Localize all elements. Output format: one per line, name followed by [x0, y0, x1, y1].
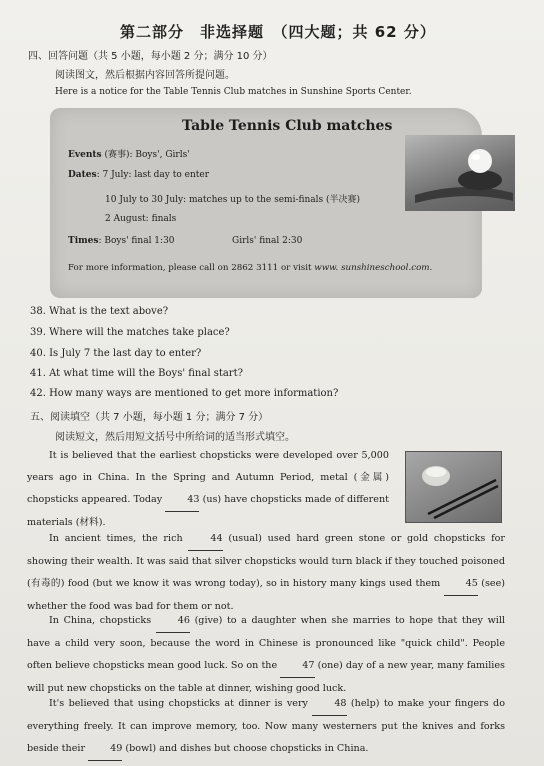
- notice-more-info: [68, 263, 432, 273]
- p3-text-b: (give) to a daughter when she marries to hope that they will have a child very soon, because the word in Chinese is pronounced like "quick child". People often believe chopsticks mean good luck. So on the: [27, 615, 505, 671]
- events-label: Events: [68, 150, 102, 160]
- more-info-text: For more information, please call on 2862 3111 or visit: [68, 263, 312, 273]
- section4-instruction: 阅读图文，然后根据内容回答所提问题。: [55, 70, 235, 81]
- p4-text-c: (bowl) and dishes but choose chopsticks in China.: [125, 743, 369, 754]
- p3-text-c: (one) day of a new year, many families will put new chopsticks on the table at dinner, wishing good luck.: [27, 660, 505, 694]
- question-39: 39. Where will the matches take place?: [30, 327, 230, 338]
- section5-instruction: 阅读短文，然后用短文括号中所给词的适当形式填空。: [55, 432, 295, 443]
- events-cn: (赛事): [104, 150, 130, 160]
- dates-line2: 10 July to 30 July: matches up to the semi-finals (半决赛): [105, 195, 361, 205]
- paddle-ball-icon: [405, 135, 515, 211]
- section5-heading: 五、阅读填空（共 7 小题，每小题 1 分；满分 7 分）: [30, 412, 269, 423]
- p1-text-a: It is believed that the earliest chopsticks were developed over 5,000 years ago in China. In the Spring and Autumn Period, metal (金属) chopsticks appeared. Today: [27, 450, 389, 505]
- times-girls: Girls' final 2:30: [232, 236, 303, 246]
- p4-text-a: It's believed that using chopsticks at dinner is very: [49, 698, 308, 709]
- part-title: 第二部分 非选择题 （四大题；共 62 分）: [120, 23, 436, 41]
- question-40: 40. Is July 7 the last day to enter?: [30, 348, 202, 359]
- blank-45[interactable]: 45: [444, 573, 478, 596]
- notice-times: [68, 236, 175, 246]
- blank-49[interactable]: 49: [88, 738, 122, 761]
- website-link: www. sunshineschool.com.: [314, 263, 433, 273]
- times-label: Times: [68, 236, 99, 246]
- question-41: 41. At what time will the Boys' final start?: [30, 368, 243, 379]
- notice-title: Table Tennis Club matches: [182, 118, 393, 134]
- section4-heading: 四、回答问题（共 5 小题，每小题 2 分；满分 10 分）: [28, 51, 273, 62]
- p2-text-b: (usual) used hard green stone or gold chopsticks for showing their wealth. It was said that silver chopsticks would turn black if they touched poisoned (有毒的) food (but we know it was wrong today), so in history many kings used them: [27, 533, 505, 589]
- p4-text-b: (help) to make your fingers do everything freely. It can improve memory, too. Now many westerners put the knives and forks beside their: [27, 698, 505, 754]
- notice-events: [68, 147, 190, 160]
- dates-line1: : 7 July: last day to enter: [96, 170, 210, 180]
- passage-paragraph-3: [27, 610, 505, 700]
- times-boys: : Boys' final 1:30: [98, 236, 175, 246]
- notice-dates: [68, 170, 209, 180]
- passage-paragraph-4: [27, 693, 505, 761]
- blank-47[interactable]: 47: [280, 655, 314, 678]
- p1-text-b: (us) have chopsticks made of different materials (材料).: [27, 494, 389, 528]
- blank-43[interactable]: 43: [165, 489, 199, 512]
- table-tennis-photo: [405, 135, 515, 211]
- events-value: : Boys', Girls': [129, 150, 190, 160]
- passage-paragraph-1: [27, 445, 389, 534]
- p3-text-a: In China, chopsticks: [49, 615, 152, 626]
- section4-intro: Here is a notice for the Table Tennis Club matches in Sunshine Sports Center.: [55, 87, 412, 97]
- chopsticks-bowl-icon: [406, 452, 501, 522]
- blank-48[interactable]: 48: [312, 693, 346, 716]
- passage-paragraph-2: [27, 528, 505, 618]
- question-38: 38. What is the text above?: [30, 306, 169, 317]
- dates-label: Dates: [68, 170, 97, 180]
- p2-text-a: In ancient times, the rich: [49, 533, 183, 544]
- question-42: 42. How many ways are mentioned to get more information?: [30, 388, 339, 399]
- blank-44[interactable]: 44: [188, 528, 222, 551]
- chopsticks-photo: [405, 451, 502, 523]
- p2-text-c: (see) whether the food was bad for them or not.: [27, 578, 505, 612]
- dates-line3: 2 August: finals: [105, 214, 177, 224]
- blank-46[interactable]: 46: [156, 610, 190, 633]
